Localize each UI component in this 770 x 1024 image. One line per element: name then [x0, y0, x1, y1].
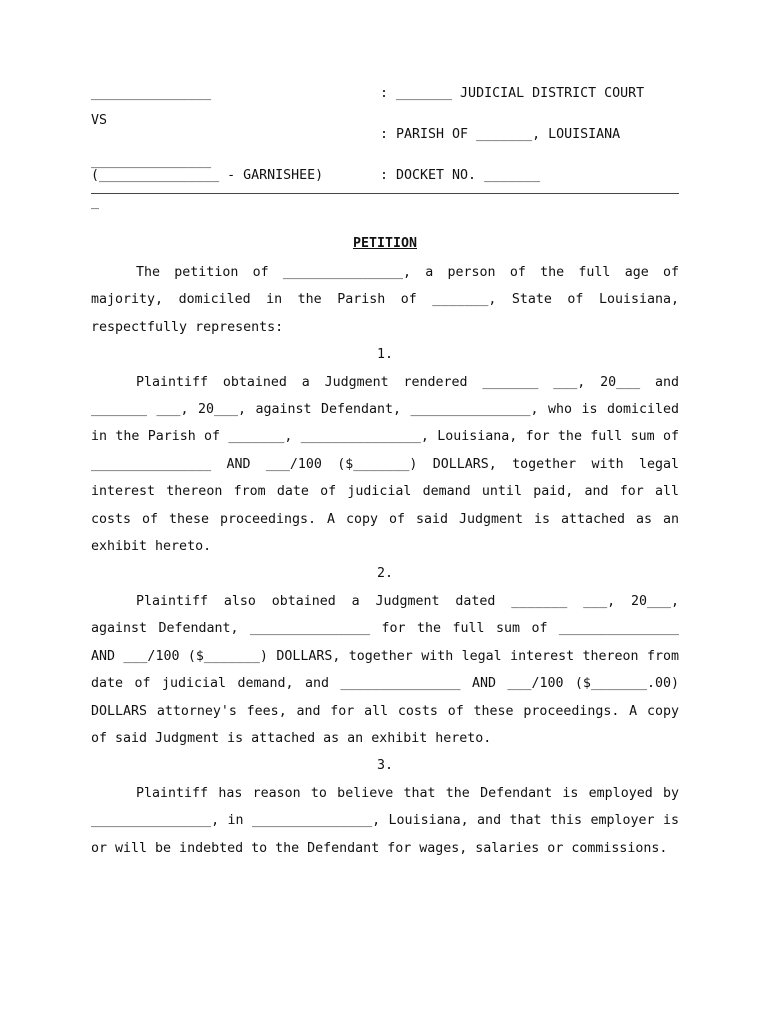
- vs-label: VS: [91, 113, 108, 128]
- petition-title: PETITION: [352, 236, 418, 251]
- court-line: : _______ JUDICIAL DISTRICT COURT: [380, 86, 645, 101]
- section-paragraph-1: Plaintiff obtained a Judgment rendered _______ ___, 20___ and _______ ___, 20___, against Defendant, _______________, who is domiciled in the Parish of _______, _______________, Louisiana, for the full sum of _______________ AND ___/100 ($_______) DOLLARS, together with legal interest thereon from date of judicial demand until paid, and for all costs of these proceedings. A copy of said Judgment is attached as an exhibit hereto.: [91, 374, 679, 555]
- stray-underscore: _: [91, 195, 100, 210]
- docket-line: : DOCKET NO. _______: [380, 168, 541, 183]
- plaintiff-blank: _______________: [91, 86, 212, 101]
- garnishee-line: (_______________ - GARNISHEE): [91, 168, 324, 183]
- parish-line: : PARISH OF _______, LOUISIANA: [380, 127, 621, 142]
- section-number-3: 3.: [376, 758, 393, 774]
- section-paragraph-2: Plaintiff also obtained a Judgment dated _______ ___, 20___, against Defendant, _______________ for the full sum of _______________ AND ___/100 ($_______) DOLLARS, together with legal interest thereon from date of judicial demand, and _______________ AND ___/100 ($_______.00) DOLLARS attorney's fees, and for all costs of these proceedings. A copy of said Judgment is attached as an exhibit hereto.: [91, 593, 679, 746]
- intro-paragraph: The petition of _______________, a person of the full age of majority, domiciled in the Parish of _______, State of Louisiana, respectfully represents:: [91, 265, 679, 335]
- section-number-2: 2.: [376, 566, 393, 582]
- section-paragraph-3: Plaintiff has reason to believe that the Defendant is employed by _______________, in _______________, Louisiana, and that this employer is or will be indebted to the Defendant for wages, salaries or commissions.: [91, 785, 679, 856]
- defendant-blank: _______________: [91, 154, 212, 169]
- caption-divider: [91, 193, 679, 194]
- section-number-1: 1.: [376, 347, 393, 363]
- petition-body: [91, 259, 679, 862]
